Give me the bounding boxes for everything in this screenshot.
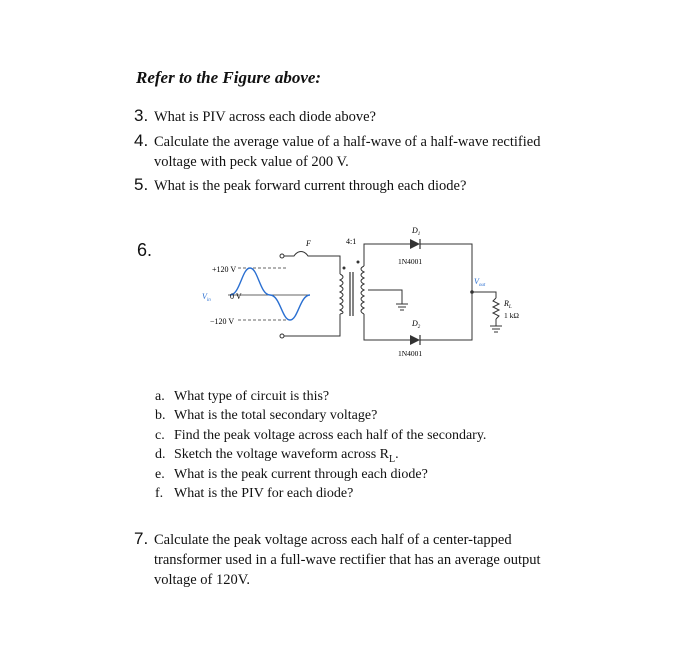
ground-icon (396, 304, 408, 310)
question-text: What is PIV across each diode above? (154, 109, 376, 125)
rectifier-circuit-figure (190, 222, 530, 360)
question-number: 7. (134, 529, 149, 548)
plus-voltage-label: +120 V (212, 265, 237, 274)
question-text: Calculate the peak voltage across each half of a center-tapped (154, 532, 512, 548)
subquestion-c (155, 426, 486, 445)
subquestion-a (155, 387, 329, 406)
question-text: What is the peak forward current through each diode? (154, 178, 467, 194)
question-number: 5. (134, 175, 149, 194)
subquestion-text: What is the peak current through each diode? (174, 467, 428, 482)
question-text-continued: transformer used in a full-wave rectifier that has an average output (154, 552, 541, 568)
question-number: 3. (134, 106, 149, 125)
minus-voltage-label: −120 V (210, 317, 235, 326)
question-6-number: 6. (137, 240, 153, 260)
question-text-continued: voltage with peck value of 200 V. (154, 154, 349, 170)
subquestion-period: . (395, 447, 399, 462)
section-heading: Refer to the Figure above: (136, 68, 322, 87)
question-4 (134, 131, 584, 172)
subquestion-letter: e. (155, 467, 165, 482)
transformer-icon (340, 261, 364, 317)
subquestion-b (155, 406, 377, 425)
question-5 (134, 175, 584, 196)
rl-value-label: 1 kΩ (504, 311, 519, 320)
question-text: Calculate the average value of a half-wave of a half-wave rectified (154, 134, 541, 150)
subquestion-letter: c. (155, 428, 165, 443)
subquestion-f (155, 484, 353, 503)
subquestion-text: What type of circuit is this? (174, 389, 330, 404)
subquestion-letter: b. (155, 408, 166, 423)
subquestion-e (155, 465, 428, 484)
fuse-label: F (306, 239, 311, 248)
sine-wave-icon (230, 268, 310, 320)
subquestion-subscript: L (389, 453, 396, 465)
question-7 (134, 529, 604, 590)
fuse-icon (284, 252, 340, 275)
diode-d2-icon (410, 335, 420, 345)
subquestion-text: Sketch the voltage waveform across R (174, 447, 389, 462)
d1-part-label: 1N4001 (398, 257, 423, 266)
resistor-icon (493, 298, 499, 319)
question-3 (134, 106, 584, 127)
subquestion-letter: d. (155, 447, 166, 462)
subquestion-text: What is the total secondary voltage? (174, 408, 378, 423)
output-ground-icon (490, 326, 502, 332)
ratio-label: 4:1 (346, 237, 357, 246)
vin-label: $V_{in}$ (202, 292, 211, 303)
zero-voltage-label: 0 V (230, 292, 242, 301)
subquestion-letter: f. (155, 486, 164, 501)
subquestion-letter: a. (155, 389, 165, 404)
d2-label: $D_2$ (412, 319, 421, 330)
question-text-continued: voltage of 120V. (154, 572, 250, 588)
d2-part-label: 1N4001 (398, 349, 423, 358)
question-number: 4. (134, 131, 149, 150)
rl-label: $R_L$ (504, 299, 512, 310)
subquestion-text: Find the peak voltage across each half of the secondary. (174, 428, 487, 443)
subquestion-text: What is the PIV for each diode? (174, 486, 354, 501)
vout-label: $V_{out}$ (474, 277, 486, 288)
d1-label: $D_1$ (412, 226, 421, 237)
diode-d1-icon (410, 239, 420, 249)
